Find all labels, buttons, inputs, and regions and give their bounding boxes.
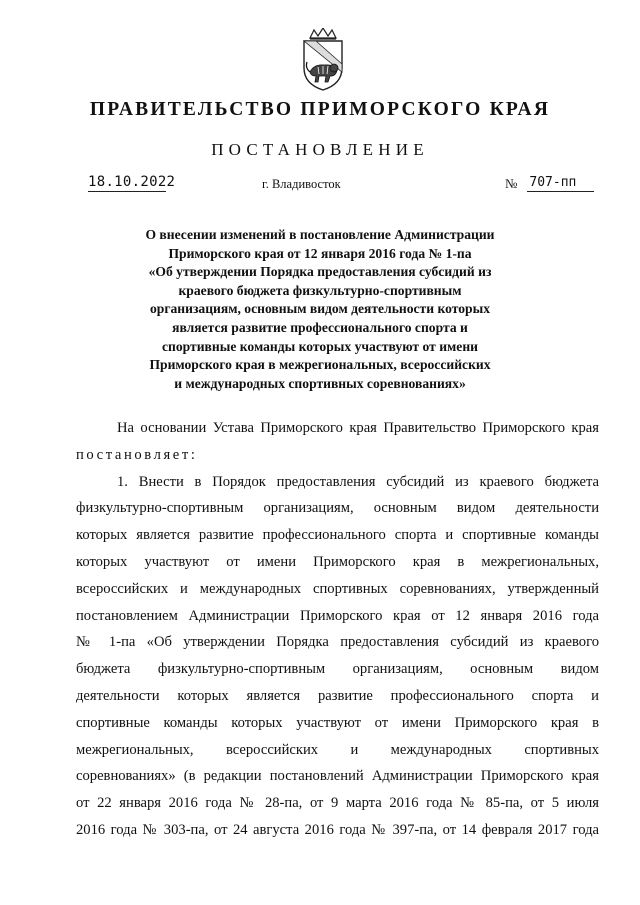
heading-line: Приморского края в межрегиональных, всероссийских [149,357,491,373]
heading-line: и международных спортивных соревнованиях» [174,375,466,391]
government-title: ПРАВИТЕЛЬСТВО ПРИМОРСКОГО КРАЯ [89,99,551,120]
primorsky-coat-of-arms-icon [296,28,350,92]
heading-line: О внесении изменений в постановление Администрации [145,227,495,242]
heading-line: организациям, основным видом деятельности которых [149,301,491,317]
body-line: бюджета физкультурно-спортивным организациям, основным видом [76,661,599,678]
body-line: которых участвуют от имени Приморского края в межрегиональных, [76,553,599,570]
body-line: 1. Внести в Порядок предоставления субсидий из краевого бюджета [117,473,599,490]
heading-line: краевого бюджета физкультурно-спортивным [178,282,462,298]
body-line: спортивные команды которых участвуют от имени Приморского края в [76,714,599,731]
heading-line: «Об утверждении Порядка предоставления субсидий из [148,264,492,280]
document-number: 707-пп [527,175,594,192]
body-line: постановляет: [76,446,198,463]
body-line: межрегиональных, всероссийских и международных спортивных [76,741,599,758]
document-number-block [505,174,594,192]
heading-line: является развитие профессионального спорта и [172,319,468,335]
heading-line: спортивные команды которых участвуют от имени [162,338,478,354]
document-body [76,415,599,844]
body-line: физкультурно-спортивным организациям, основным видом деятельности [76,500,599,517]
body-line: которых является развитие профессионального спорта и спортивные команды [76,527,599,544]
document-heading [120,226,520,393]
body-line: всероссийских и международных спортивных соревнованиях, утвержденный [76,580,599,597]
heading-line: Приморского края от 12 января 2016 года № 1-па [168,245,472,261]
body-line: № 1-па «Об утверждении Порядка предоставления субсидий из краевого [76,634,599,651]
document-city: г. Владивосток [262,177,341,191]
document-type: ПОСТАНОВЛЕНИЕ [211,140,429,159]
body-line: соревнованиях» (в редакции постановлений Администрации Приморского края [76,768,599,785]
number-sign: № [505,176,518,191]
body-line: деятельности которых является развитие профессионального спорта и [76,687,599,704]
body-line: постановлением Администрации Приморского края от 12 января 2016 года [76,607,599,624]
body-line: 2016 года № 303-па, от 24 августа 2016 года № 397-па, от 14 февраля 2017 года [76,821,599,838]
body-line: На основании Устава Приморского края Правительство Приморского края [117,420,599,436]
body-line: от 22 января 2016 года № 28-па, от 9 марта 2016 года № 85-па, от 5 июля [76,795,599,812]
document-date: 18.10.2022 [88,174,176,190]
